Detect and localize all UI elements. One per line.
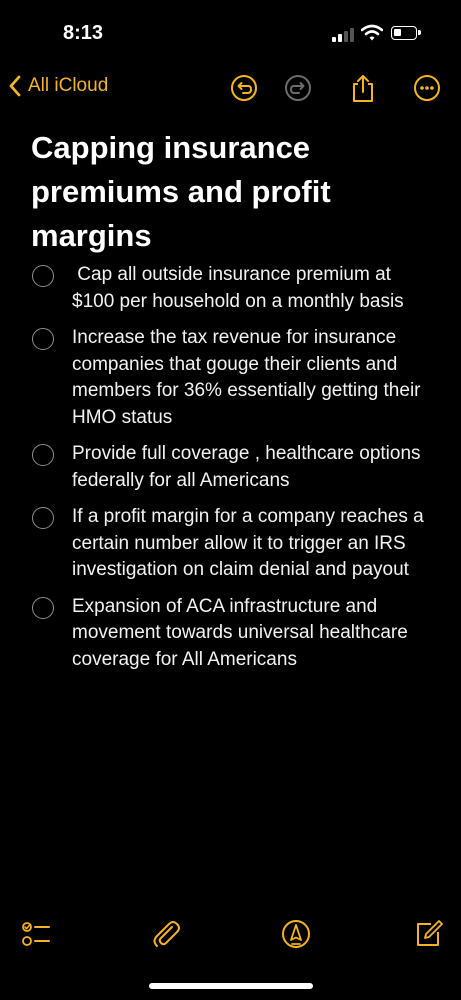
- checklist-item: [32, 262, 442, 315]
- cellular-signal-icon: [332, 28, 354, 42]
- checklist-checkbox[interactable]: [32, 597, 54, 619]
- checklist-item-text[interactable]: If a profit margin for a company reaches a certain number allow it to trigger an IRS investigation on claim denial and payout: [72, 506, 429, 580]
- back-label: All iCloud: [28, 75, 109, 96]
- status-bar: [0, 0, 461, 64]
- bottom-toolbar: [0, 912, 461, 956]
- checklist-item-text[interactable]: Provide full coverage , healthcare options federally for all Americans: [72, 443, 426, 491]
- checklist-item: [32, 325, 442, 431]
- redo-icon[interactable]: [283, 73, 313, 103]
- checklist: [32, 262, 442, 683]
- wifi-icon: [361, 24, 383, 42]
- checklist-checkbox[interactable]: [32, 444, 54, 466]
- status-time: 8:13: [63, 22, 104, 44]
- back-button[interactable]: [8, 74, 108, 98]
- checklist-item: [32, 441, 442, 494]
- paperclip-icon[interactable]: [150, 918, 182, 950]
- chevron-left-icon: [8, 74, 22, 98]
- checklist-item: [32, 594, 442, 674]
- checklist-checkbox[interactable]: [32, 328, 54, 350]
- checklist-item: [32, 504, 442, 584]
- checklist-checkbox[interactable]: [32, 507, 54, 529]
- battery-icon: [391, 26, 417, 40]
- checklist-icon[interactable]: [20, 918, 52, 950]
- more-icon[interactable]: [412, 73, 442, 103]
- checklist-item-text[interactable]: Increase the tax revenue for insurance companies that gouge their clients and members for 36% essentially getting their HMO status: [72, 327, 426, 428]
- markup-pen-icon[interactable]: [280, 918, 312, 950]
- compose-icon[interactable]: [412, 918, 444, 950]
- note-title[interactable]: Capping insurance premiums and profit margins: [31, 130, 331, 253]
- navigation-bar: [0, 68, 461, 112]
- undo-icon[interactable]: [229, 73, 259, 103]
- home-indicator[interactable]: [149, 983, 313, 989]
- checklist-item-text[interactable]: Cap all outside insurance premium at $100 per household on a monthly basis: [72, 264, 404, 312]
- share-icon[interactable]: [348, 73, 378, 103]
- checklist-checkbox[interactable]: [32, 265, 54, 287]
- checklist-item-text[interactable]: Expansion of ACA infrastructure and movement towards universal healthcare coverage for All Americans: [72, 595, 414, 670]
